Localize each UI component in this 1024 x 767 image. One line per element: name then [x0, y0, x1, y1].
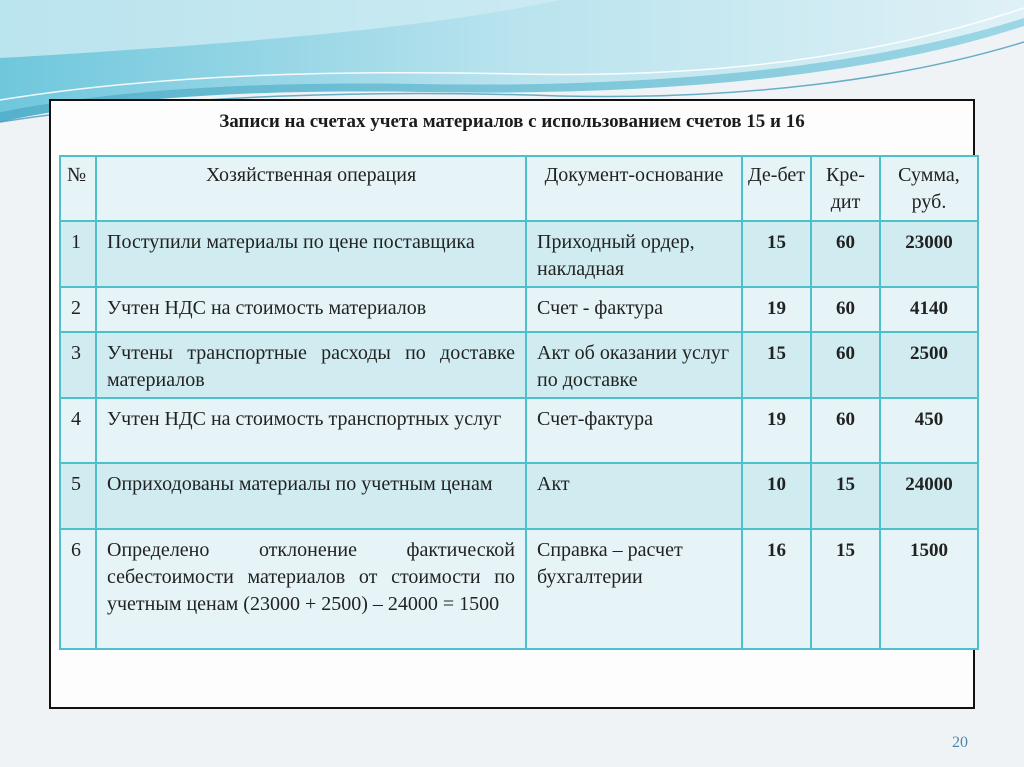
slide-title: Записи на счетах учета материалов с использованием счетов 15 и 16 — [219, 111, 805, 132]
cell-operation: Оприходованы материалы по учетным ценам — [96, 463, 526, 529]
cell-document: Акт — [526, 463, 742, 529]
cell-sum: 24000 — [880, 463, 978, 529]
table-row — [60, 287, 978, 332]
header-operation: Хозяйственная операция — [96, 156, 526, 221]
cell-num: 4 — [60, 398, 96, 463]
table-header-row — [60, 156, 978, 221]
cell-credit: 60 — [811, 221, 880, 287]
cell-document: Счет - фактура — [526, 287, 742, 332]
cell-num: 6 — [60, 529, 96, 649]
cell-sum: 450 — [880, 398, 978, 463]
cell-sum: 2500 — [880, 332, 978, 398]
cell-debit: 10 — [742, 463, 811, 529]
cell-debit: 19 — [742, 287, 811, 332]
header-sum: Сумма, руб. — [880, 156, 978, 221]
cell-debit: 15 — [742, 221, 811, 287]
header-document: Документ-основание — [526, 156, 742, 221]
materials-accounting-table — [59, 155, 979, 650]
content-frame — [49, 99, 975, 709]
cell-credit: 60 — [811, 398, 880, 463]
cell-sum: 1500 — [880, 529, 978, 649]
cell-num: 1 — [60, 221, 96, 287]
cell-num: 3 — [60, 332, 96, 398]
header-credit: Кре-дит — [811, 156, 880, 221]
table-row — [60, 463, 978, 529]
cell-document: Приходный ордер, накладная — [526, 221, 742, 287]
table-row — [60, 332, 978, 398]
cell-sum: 23000 — [880, 221, 978, 287]
cell-document: Акт об оказании услуг по доставке — [526, 332, 742, 398]
header-debit: Де-бет — [742, 156, 811, 221]
table-row — [60, 398, 978, 463]
cell-credit: 15 — [811, 463, 880, 529]
cell-num: 2 — [60, 287, 96, 332]
cell-debit: 15 — [742, 332, 811, 398]
page-number: 20 — [952, 734, 968, 751]
header-num: № — [60, 156, 96, 221]
cell-operation: Учтен НДС на стоимость материалов — [96, 287, 526, 332]
table-row — [60, 529, 978, 649]
cell-operation: Поступили материалы по цене поставщика — [96, 221, 526, 287]
cell-operation: Учтен НДС на стоимость транспортных услуг — [96, 398, 526, 463]
cell-credit: 60 — [811, 287, 880, 332]
cell-operation: Определено отклонение фактической себестоимости материалов от стоимости по учетным ценам (23000 + 2500) – 24000 = 1500 — [96, 529, 526, 649]
cell-sum: 4140 — [880, 287, 978, 332]
cell-credit: 60 — [811, 332, 880, 398]
cell-debit: 19 — [742, 398, 811, 463]
table-row — [60, 221, 978, 287]
cell-debit: 16 — [742, 529, 811, 649]
cell-operation: Учтены транспортные расходы по доставке материалов — [96, 332, 526, 398]
cell-num: 5 — [60, 463, 96, 529]
cell-document: Справка – расчет бухгалтерии — [526, 529, 742, 649]
cell-document: Счет-фактура — [526, 398, 742, 463]
cell-credit: 15 — [811, 529, 880, 649]
